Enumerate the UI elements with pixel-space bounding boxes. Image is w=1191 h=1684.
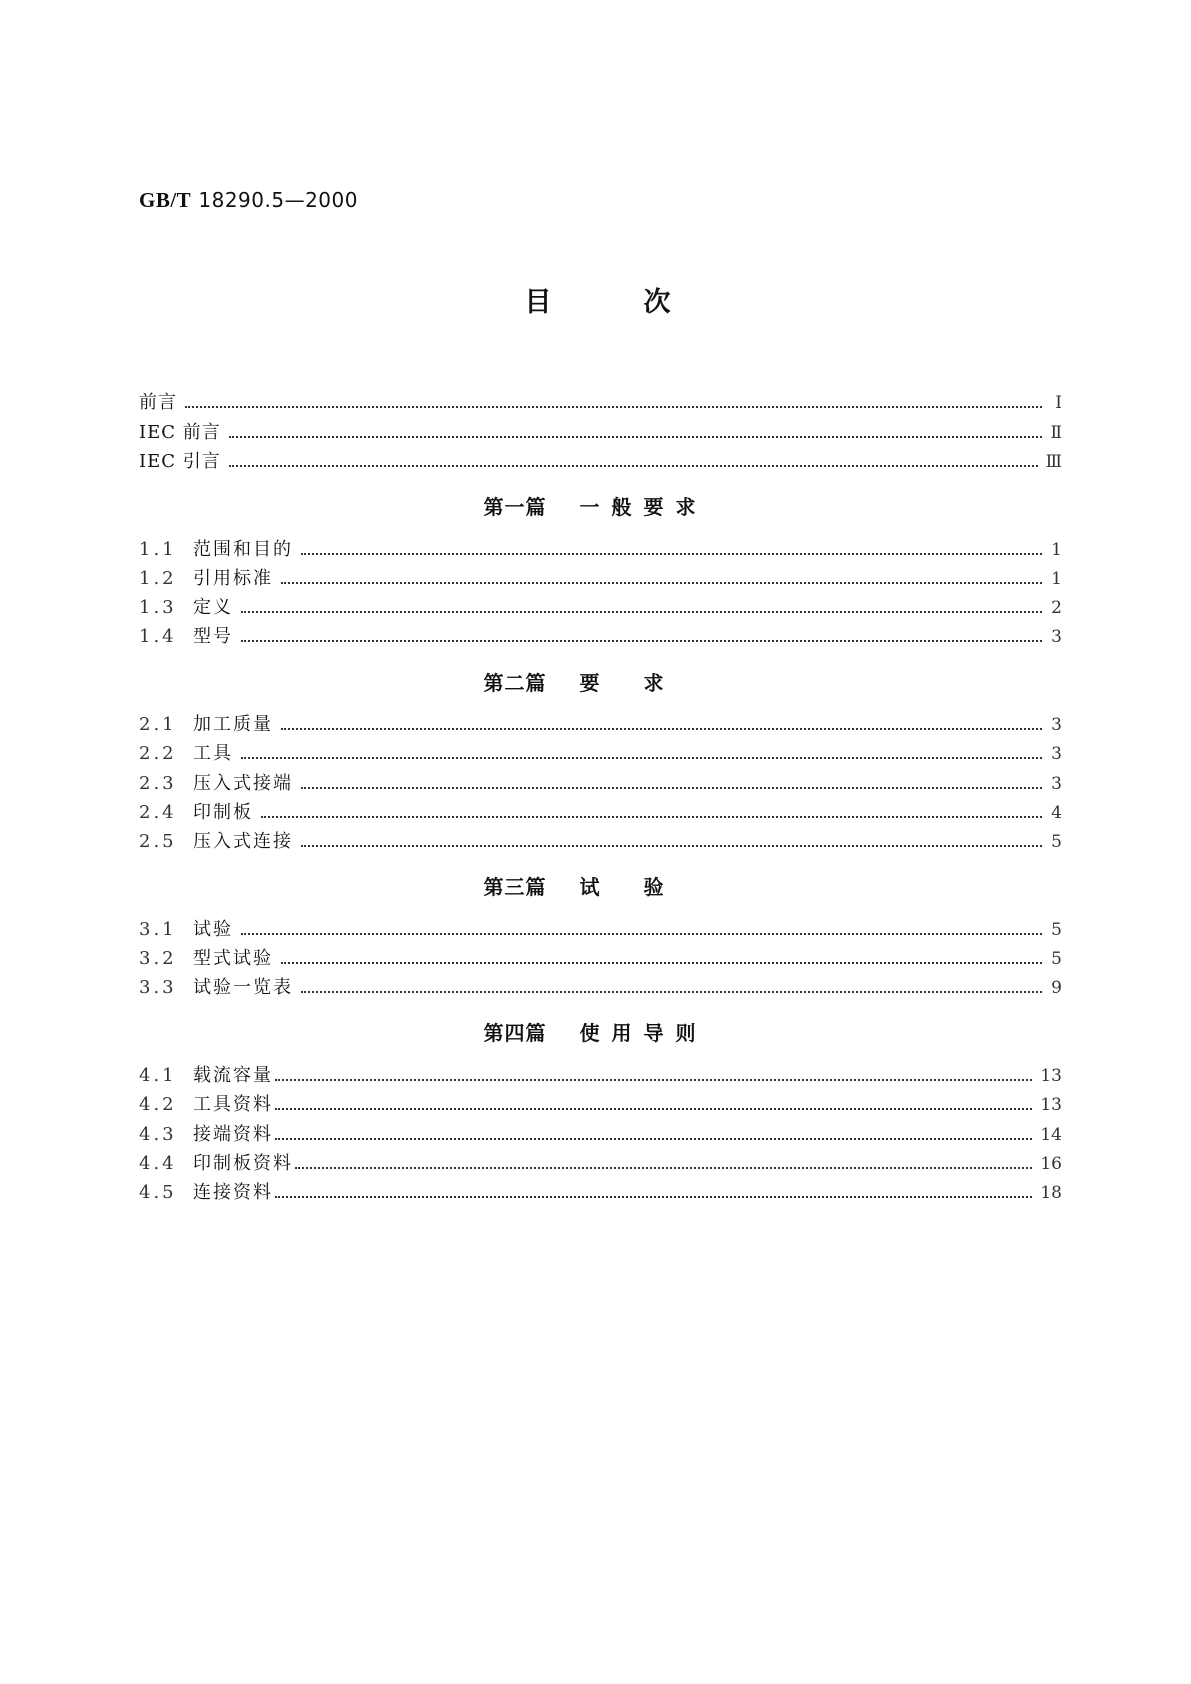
- toc-entry-label: 定义: [193, 597, 233, 618]
- toc-entry-page: 14: [1040, 1125, 1062, 1145]
- dot-leader: [301, 787, 1042, 789]
- part-number: 第二篇: [483, 671, 547, 695]
- dot-leader: [301, 553, 1042, 555]
- dot-leader: [275, 1196, 1032, 1198]
- toc-entry-label: 型号: [193, 626, 233, 647]
- toc-entry[interactable]: [139, 535, 1062, 563]
- toc-entry-label: 工具: [193, 743, 233, 764]
- toc-entry-page: 18: [1040, 1183, 1062, 1203]
- dot-leader: [241, 611, 1042, 613]
- page-title: 目次: [524, 287, 763, 318]
- toc-entry[interactable]: [139, 798, 1062, 826]
- toc-entry-page: 9: [1051, 978, 1062, 998]
- code-prefix: GB/T: [139, 188, 192, 212]
- toc-entry-number: 3.1: [139, 919, 177, 940]
- toc-entry-page: 1: [1051, 540, 1062, 560]
- toc-entry-page: Ⅱ: [1050, 423, 1062, 443]
- toc-entry-page: Ⅲ: [1045, 452, 1062, 472]
- toc-entry-front[interactable]: [139, 388, 1062, 416]
- dot-leader: [295, 1167, 1032, 1169]
- part-heading-1: [0, 491, 1191, 520]
- toc-entry-front[interactable]: [139, 447, 1062, 475]
- dot-leader: [301, 845, 1042, 847]
- toc-entry[interactable]: [139, 915, 1062, 943]
- toc-entry-page: Ⅰ: [1055, 393, 1062, 413]
- toc-entry[interactable]: [139, 710, 1062, 738]
- part-title: 试验: [579, 875, 708, 899]
- toc-entry-label: 接端资料: [193, 1124, 273, 1145]
- dot-leader: [281, 582, 1042, 584]
- part-number: 第三篇: [483, 875, 547, 899]
- toc-entry-label: 范围和目的: [193, 539, 293, 560]
- toc-entry-number: 2.4: [139, 802, 177, 823]
- toc-entry[interactable]: [139, 769, 1062, 797]
- toc-entry-number: 2.5: [139, 831, 177, 852]
- toc-entry[interactable]: [139, 593, 1062, 621]
- toc-entry-label: 工具资料: [193, 1094, 273, 1115]
- toc-entry[interactable]: [139, 564, 1062, 592]
- dot-leader: [185, 406, 1042, 408]
- part-title: 要求: [579, 671, 708, 695]
- toc-entry[interactable]: [139, 944, 1062, 972]
- toc-entry-page: 5: [1051, 949, 1062, 969]
- dot-leader: [281, 962, 1042, 964]
- toc-entry[interactable]: [139, 827, 1062, 855]
- dot-leader: [241, 640, 1042, 642]
- part-heading-3: [0, 871, 1191, 900]
- toc-entry-label: 试验: [193, 919, 233, 940]
- toc-entry-number: 2.2: [139, 743, 177, 764]
- document-code: [139, 188, 358, 213]
- dot-leader: [301, 991, 1042, 993]
- toc-entry-page: 5: [1051, 832, 1062, 852]
- toc-entry[interactable]: [139, 1178, 1062, 1206]
- toc-entry-label: 试验一览表: [193, 977, 293, 998]
- toc-entry-number: 1.3: [139, 597, 177, 618]
- toc-entry-page: 2: [1051, 598, 1062, 618]
- toc-entry-label: 压入式连接: [193, 831, 293, 852]
- toc-entry-page: 16: [1040, 1154, 1062, 1174]
- toc-entry-page: 3: [1051, 774, 1062, 794]
- dot-leader: [275, 1108, 1032, 1110]
- toc-entry-number: 1.4: [139, 626, 177, 647]
- toc-entry-number: 1.1: [139, 539, 177, 560]
- dot-leader: [229, 465, 1038, 467]
- toc-entry-page: 3: [1051, 744, 1062, 764]
- toc-entry-number: 4.4: [139, 1153, 177, 1174]
- toc-entry[interactable]: [139, 1149, 1062, 1177]
- toc-entry-page: 3: [1051, 627, 1062, 647]
- toc-entry-label: IEC 引言: [139, 451, 221, 472]
- part-title: 使用导则: [579, 1021, 708, 1045]
- toc-entry-label: 载流容量: [193, 1065, 273, 1086]
- toc-entry-number: 3.2: [139, 948, 177, 969]
- toc-entry-page: 3: [1051, 715, 1062, 735]
- toc-entry-label: 加工质量: [193, 714, 273, 735]
- part-title: 一般要求: [579, 495, 708, 519]
- toc-entry-number: 4.1: [139, 1065, 177, 1086]
- toc-entry-label: 压入式接端: [193, 773, 293, 794]
- toc-entry-number: 2.1: [139, 714, 177, 735]
- toc-entry-label: 印制板: [193, 802, 253, 823]
- toc-entry[interactable]: [139, 1120, 1062, 1148]
- toc-entry-label: 印制板资料: [193, 1153, 293, 1174]
- toc-entry-page: 5: [1051, 920, 1062, 940]
- toc-entry-number: 4.3: [139, 1124, 177, 1145]
- part-heading-2: [0, 667, 1191, 696]
- toc-entry-number: 1.2: [139, 568, 177, 589]
- toc-entry-label: 型式试验: [193, 948, 273, 969]
- dot-leader: [275, 1138, 1032, 1140]
- toc-entry-number: 4.5: [139, 1182, 177, 1203]
- toc-entry-page: 4: [1051, 803, 1062, 823]
- dot-leader: [241, 933, 1042, 935]
- toc-entry-number: 3.3: [139, 977, 177, 998]
- code-number: 18290.5—2000: [198, 188, 358, 212]
- part-number: 第四篇: [483, 1021, 547, 1045]
- toc-entry[interactable]: [139, 973, 1062, 1001]
- toc-entry-page: 1: [1051, 569, 1062, 589]
- toc-entry[interactable]: [139, 622, 1062, 650]
- toc-entry-label: 连接资料: [193, 1182, 273, 1203]
- toc-entry-label: IEC 前言: [139, 422, 221, 443]
- toc-entry-number: 4.2: [139, 1094, 177, 1115]
- dot-leader: [275, 1079, 1032, 1081]
- toc-entry-page: 13: [1040, 1066, 1062, 1086]
- dot-leader: [241, 757, 1042, 759]
- part-heading-4: [0, 1017, 1191, 1046]
- toc-entry-front[interactable]: [139, 418, 1062, 446]
- toc-entry-page: 13: [1040, 1095, 1062, 1115]
- dot-leader: [261, 816, 1042, 818]
- toc-entry[interactable]: [139, 1090, 1062, 1118]
- dot-leader: [281, 728, 1042, 730]
- toc-entry-number: 2.3: [139, 773, 177, 794]
- toc-entry[interactable]: [139, 1061, 1062, 1089]
- part-number: 第一篇: [483, 495, 547, 519]
- dot-leader: [229, 436, 1042, 438]
- toc-entry[interactable]: [139, 739, 1062, 767]
- toc-entry-label: 引用标准: [193, 568, 273, 589]
- toc-entry-label: 前言: [139, 392, 177, 413]
